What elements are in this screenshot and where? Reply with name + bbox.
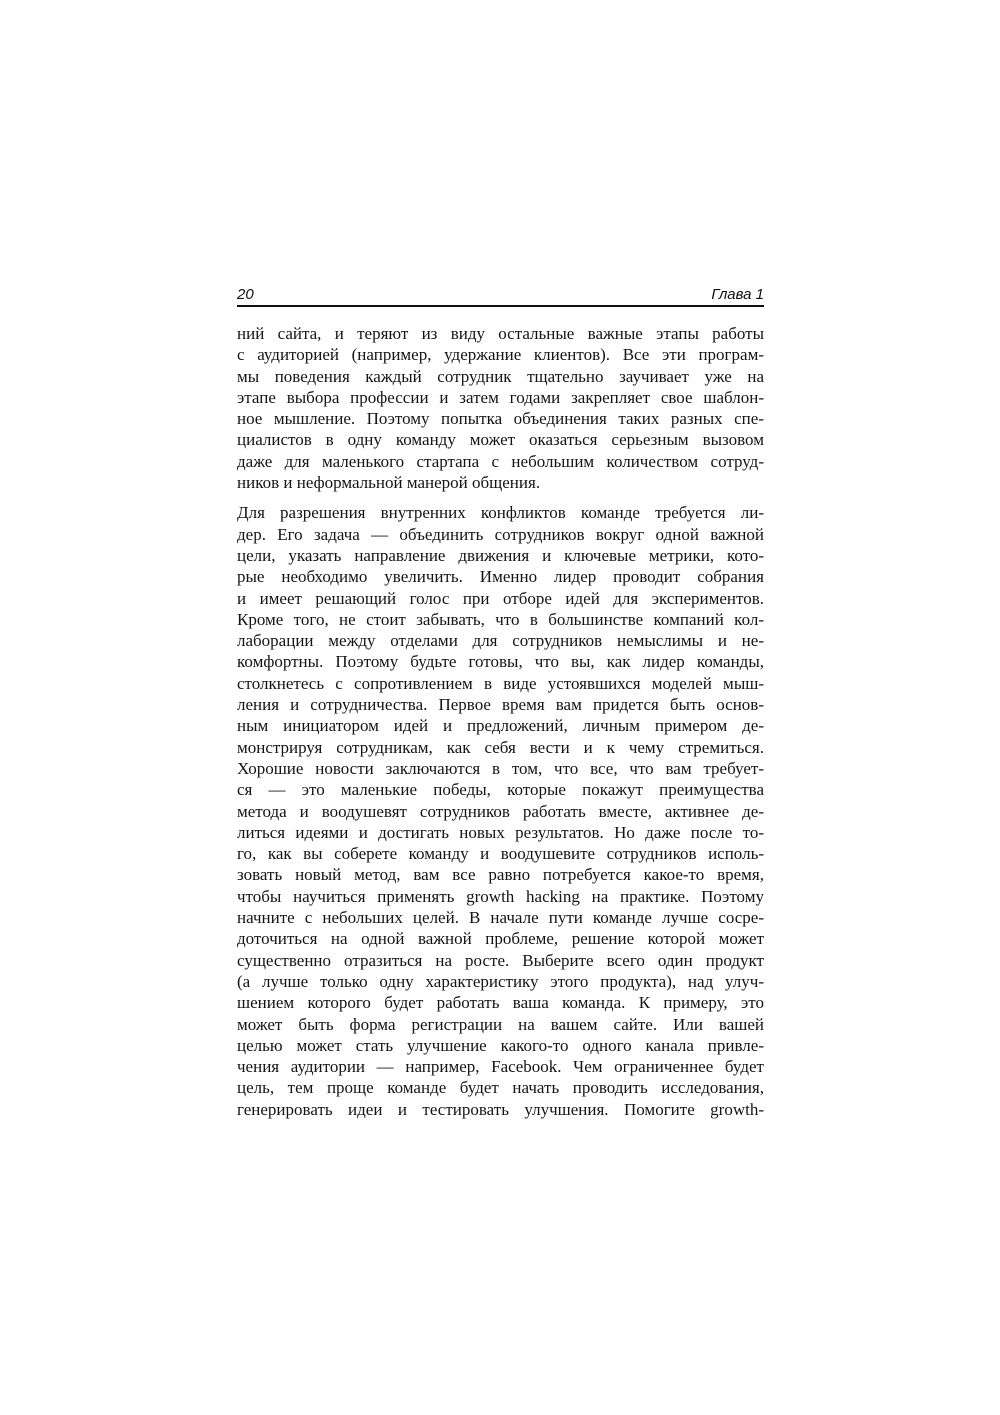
text-line: доточиться на одной важной проблеме, решение которой может <box>237 929 764 949</box>
text-line: чтобы научиться применять growth hacking на практике. Поэтому <box>237 886 764 906</box>
chapter-title: Глава 1 <box>711 286 764 303</box>
text-line: начните с небольших целей. В начале пути команде лучше сосре- <box>237 908 764 928</box>
text-line: целью может стать улучшение какого-то одного канала привле- <box>237 1035 764 1055</box>
text-line: ний сайта, и теряют из виду остальные важные этапы работы <box>237 324 764 343</box>
text-line: цель, тем проще команде будет начать проводить исследования, <box>237 1078 764 1098</box>
text-line: метода и воодушевят сотрудников работать вместе, активнее де- <box>237 801 764 821</box>
text-line: ления и сотрудничества. Первое время вам придется быть основ- <box>237 695 764 715</box>
page-number: 20 <box>237 286 254 303</box>
text-line: существенно отразиться на росте. Выберите всего один продукт <box>237 950 764 970</box>
text-line: мы поведения каждый сотрудник тщательно заучивает уже на <box>237 366 764 386</box>
text-line: ся — это маленькие победы, которые покажут преимущества <box>237 780 764 800</box>
text-line: столкнетесь с сопротивлением в виде устоявшихся моделей мыш- <box>237 673 764 693</box>
text-line: рые необходимо увеличить. Именно лидер проводит собрания <box>237 567 764 587</box>
text-line: этапе выбора профессии и затем годами закрепляет свое шаблон- <box>237 387 764 407</box>
text-line: ным инициатором идей и предложений, личным примером де- <box>237 716 764 736</box>
text-line: генерировать идеи и тестировать улучшения. Помогите growth- <box>237 1099 764 1119</box>
text-line: литься идеями и достигать новых результатов. Но даже после то- <box>237 822 764 842</box>
text-line: ников и неформальной манерой общения. <box>237 473 541 493</box>
body-text <box>237 323 764 1120</box>
text-line: зовать новый метод, вам все равно потребуется какое-то время, <box>237 865 764 885</box>
text-line: с аудиторией (например, удержание клиентов). Все эти програм- <box>237 345 764 365</box>
paragraph-2 <box>237 502 764 1120</box>
text-line: циалистов в одну команду может оказаться серьезным вызовом <box>237 430 764 450</box>
text-line: чения аудитории — например, Facebook. Чем ограниченнее будет <box>237 1057 764 1077</box>
text-line: шением которого будет работать ваша команда. К примеру, это <box>237 993 764 1013</box>
text-line: Кроме того, не стоит забывать, что в большинстве компаний кол- <box>237 609 764 629</box>
text-line: Хорошие новости заключаются в том, что все, что вам требует- <box>237 758 764 778</box>
text-line: комфортны. Поэтому будьте готовы, что вы, как лидер команды, <box>237 652 764 672</box>
text-line: даже для маленького стартапа с небольшим количеством сотруд- <box>237 451 764 471</box>
text-line: го, как вы соберете команду и воодушевите сотрудников исполь- <box>237 844 764 864</box>
text-line: цели, указать направление движения и ключевые метрики, кото- <box>237 545 764 565</box>
page-header <box>237 285 764 307</box>
text-line: может быть форма регистрации на вашем сайте. Или вашей <box>237 1014 764 1034</box>
text-line: дер. Его задача — объединить сотрудников вокруг одной важной <box>237 524 764 544</box>
text-line: ное мышление. Поэтому попытка объединения таких разных спе- <box>237 409 764 429</box>
text-line: монстрируя сотрудникам, как себя вести и к чему стремиться. <box>237 737 764 757</box>
text-line: и имеет решающий голос при отборе идей для экспериментов. <box>237 588 764 608</box>
text-line: (а лучше только одну характеристику этого продукта), над улуч- <box>237 971 764 991</box>
paragraph-1 <box>237 323 764 493</box>
text-line: Для разрешения внутренних конфликтов команде требуется ли- <box>237 503 764 523</box>
text-line: лаборации между отделами для сотрудников немыслимы и не- <box>237 631 764 651</box>
